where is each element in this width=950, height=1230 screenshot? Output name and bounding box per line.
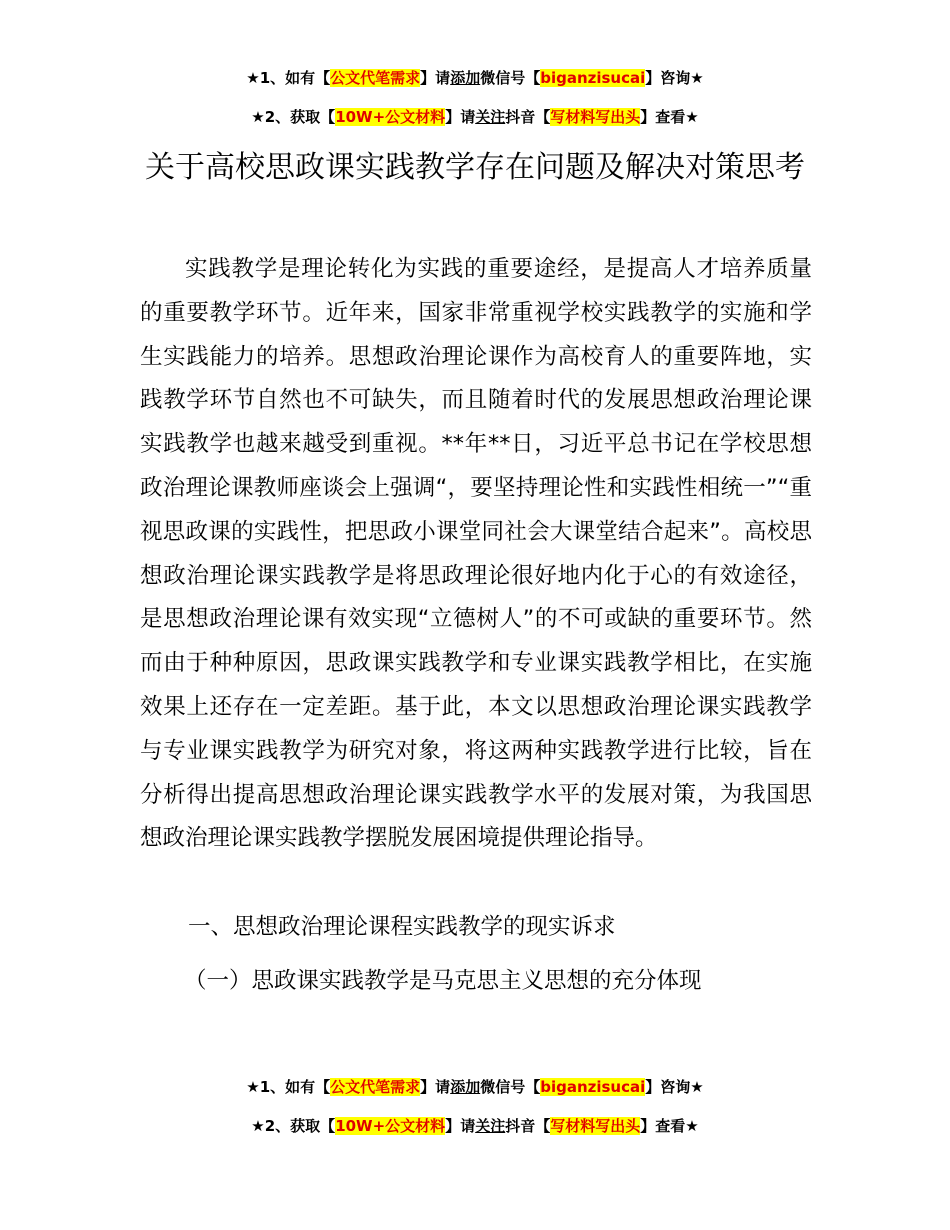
banner-douyin-id: 写材料写出头: [550, 108, 641, 126]
banner-underlined: 关注: [475, 108, 506, 126]
banner-text: 】咨询★: [645, 69, 704, 87]
section-heading-1: 一、思想政治理论课程实践教学的现实诉求: [188, 914, 616, 940]
banner-highlight: 10W+公文材料: [335, 108, 446, 126]
banner-text: ★2、获取【: [251, 108, 336, 126]
banner-highlight: 公文代笔需求: [330, 69, 421, 87]
banner-text: 】查看★: [640, 1117, 699, 1135]
bottom-banner-line-2: [0, 1116, 950, 1136]
banner-text: ★1、如有【: [246, 69, 331, 87]
banner-wechat-id: biganzisucai: [540, 69, 646, 87]
banner-underlined: 添加: [450, 1078, 481, 1096]
banner-text: 】请: [445, 1117, 476, 1135]
banner-text: 微信号【: [480, 69, 541, 87]
banner-text: 抖音【: [505, 108, 551, 126]
subsection-heading-1: （一）思政课实践教学是马克思主义思想的充分体现: [184, 968, 702, 994]
banner-text: 】请: [445, 108, 476, 126]
top-banner-line-2: [0, 107, 950, 127]
banner-highlight: 10W+公文材料: [335, 1117, 446, 1135]
banner-underlined: 关注: [475, 1117, 506, 1135]
banner-highlight: 公文代笔需求: [330, 1078, 421, 1096]
banner-underlined: 添加: [450, 69, 481, 87]
banner-text: ★1、如有【: [246, 1078, 331, 1096]
banner-wechat-id: biganzisucai: [540, 1078, 646, 1096]
body-paragraph: 实践教学是理论转化为实践的重要途经，是提高人才培养质量的重要教学环节。近年来，国家非常重视学校实践教学的实施和学生实践能力的培养。思想政治理论课作为高校育人的重要阵地，实践教学环节自然也不可缺失，而且随着时代的发展思想政治理论课实践教学也越来越受到重视。**年**日，习近平总书记在学校思想政治理论课教师座谈会上强调“，要坚持理论性和实践性相统一”“重视思政课的实践性，把思政小课堂同社会大课堂结合起来”。高校思想政治理论课实践教学是将思政理论很好地内化于心的有效途径，是思想政治理论课有效实现“立德树人”的不可或缺的重要环节。然而由于种种原因，思政课实践教学和专业课实践教学相比，在实施效果上还存在一定差距。基于此，本文以思想政治理论课实践教学与专业课实践教学为研究对象，将这两种实践教学进行比较，旨在分析得出提高思想政治理论课实践教学水平的发展对策，为我国思想政治理论课实践教学摆脱发展困境提供理论指导。: [140, 256, 812, 852]
banner-text: ★2、获取【: [251, 1117, 336, 1135]
banner-text: 微信号【: [480, 1078, 541, 1096]
banner-douyin-id: 写材料写出头: [550, 1117, 641, 1135]
banner-text: 】查看★: [640, 108, 699, 126]
document-title: 关于高校思政课实践教学存在问题及解决对策思考: [145, 150, 805, 185]
banner-text: 】请: [420, 1078, 451, 1096]
banner-text: 】咨询★: [645, 1078, 704, 1096]
banner-text: 】请: [420, 69, 451, 87]
bottom-banner-line-1: [0, 1077, 950, 1097]
top-banner-line-1: [0, 68, 950, 88]
banner-text: 抖音【: [505, 1117, 551, 1135]
